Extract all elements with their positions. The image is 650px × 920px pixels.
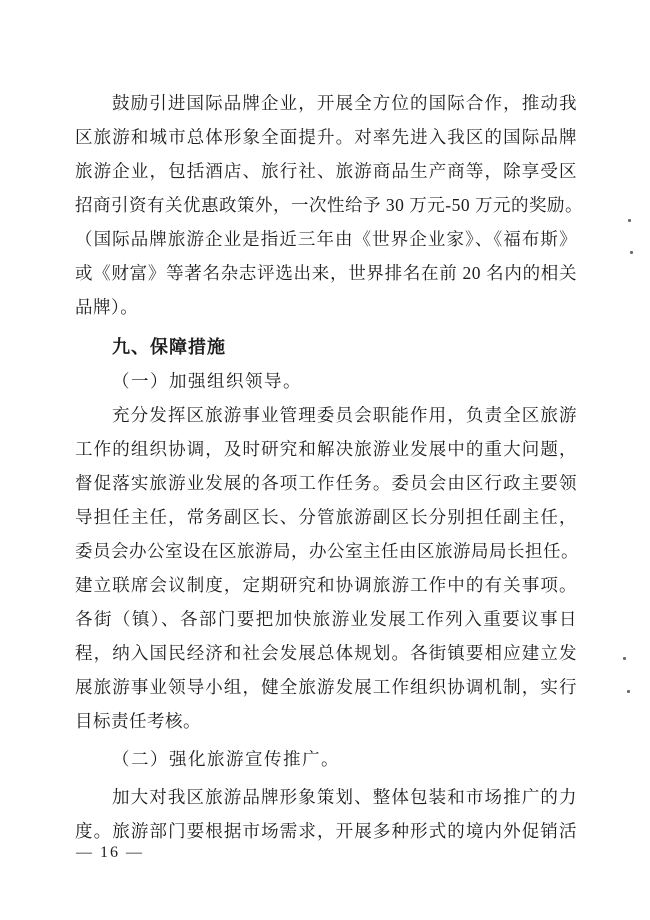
paragraph-line: 展旅游事业领导小组，健全旅游发展工作组织协调机制，实行 xyxy=(75,677,577,697)
scan-speck xyxy=(623,657,626,660)
document-body xyxy=(75,86,583,848)
paragraph-line: 区旅游和城市总体形象全面提升。对率先进入我区的国际品牌 xyxy=(75,127,577,147)
paragraph-line: 程，纳入国民经济和社会发展总体规划。各街镇要相应建立发 xyxy=(75,643,577,663)
subsection-heading: （一）加强组织领导。 xyxy=(112,371,302,391)
paragraph-line: 各街（镇）、各部门要把加快旅游业发展工作列入重要议事日 xyxy=(75,609,577,629)
subsection-heading: （二）强化旅游宣传推广。 xyxy=(112,749,340,769)
scan-speck xyxy=(630,251,633,254)
section-heading: 九、保障措施 xyxy=(112,337,226,357)
page-number: — 16 — xyxy=(76,844,144,861)
paragraph-line: 或《财富》等著名杂志评选出来，世界排名在前 20 名内的相关 xyxy=(75,263,577,283)
paragraph-line: 督促落实旅游业发展的各项工作任务。委员会由区行政主要领 xyxy=(75,473,577,493)
paragraph-line: （国际品牌旅游企业是指近三年由《世界企业家》、《福布斯》 xyxy=(75,229,577,249)
paragraph-line: 度。旅游部门要根据市场需求，开展多种形式的境内外促销活 xyxy=(75,821,577,841)
paragraph-line: 建立联席会议制度，定期研究和协调旅游工作中的有关事项。 xyxy=(75,575,577,595)
scan-speck xyxy=(627,690,630,693)
paragraph-line: 旅游企业，包括酒店、旅行社、旅游商品生产商等，除享受区 xyxy=(75,161,577,181)
paragraph-line: 充分发挥区旅游事业管理委员会职能作用，负责全区旅游 xyxy=(112,405,577,425)
paragraph-line: 加大对我区旅游品牌形象策划、整体包装和市场推广的力 xyxy=(112,787,577,807)
paragraph-line: 鼓励引进国际品牌企业，开展全方位的国际合作，推动我 xyxy=(112,93,577,113)
scan-speck xyxy=(628,219,631,222)
paragraph-line: 导担任主任，常务副区长、分管旅游副区长分别担任副主任， xyxy=(75,507,577,527)
paragraph-line: 工作的组织协调，及时研究和解决旅游业发展中的重大问题， xyxy=(75,439,577,459)
paragraph-line: 委员会办公室设在区旅游局，办公室主任由区旅游局局长担任。 xyxy=(75,541,579,561)
paragraph-line: 招商引资有关优惠政策外，一次性给予 30 万元-50 万元的奖励。 xyxy=(75,195,583,215)
paragraph-line: 品牌）。 xyxy=(75,297,139,317)
paragraph-line: 目标责任考核。 xyxy=(75,711,201,731)
